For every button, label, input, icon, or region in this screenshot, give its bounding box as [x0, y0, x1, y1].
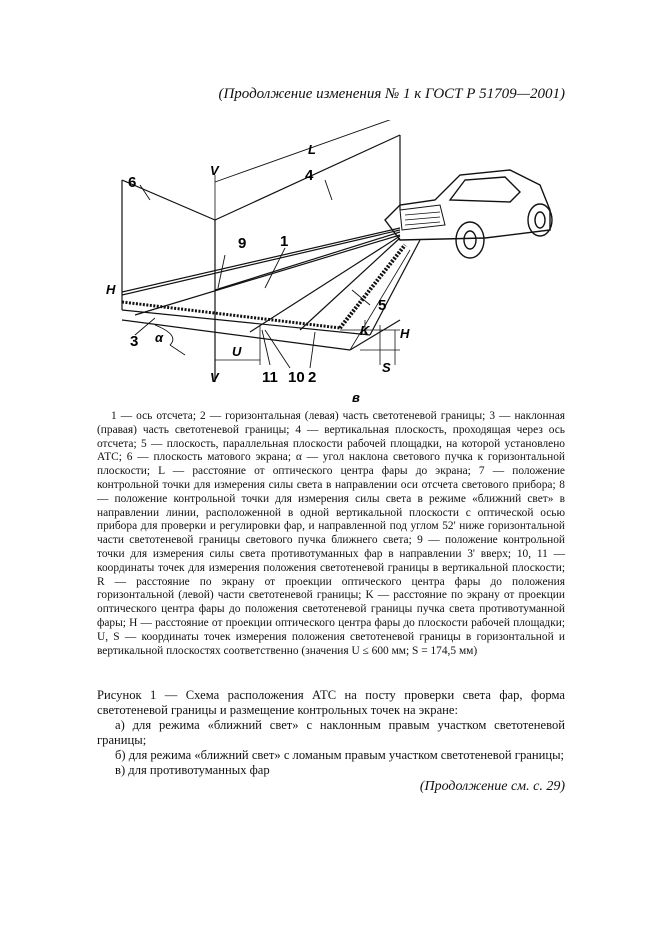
diagram-svg [100, 120, 570, 410]
figure-caption [97, 688, 565, 778]
label-9: 9 [238, 235, 247, 252]
label-U: U [232, 344, 242, 359]
vehicle-drawing [385, 170, 552, 258]
label-H-left: H [106, 282, 116, 297]
caption-item-a: а) для режима «ближний свет» с наклонным правым участком светотеневой границы; [97, 718, 565, 747]
page-header: (Продолжение изменения № 1 к ГОСТ Р 51709—2001) [218, 86, 565, 102]
headlight-test-diagram [100, 120, 570, 410]
figure-sublabel: в [352, 390, 360, 405]
label-5: 5 [378, 297, 387, 314]
page-footer: (Продолжение см. с. 29) [419, 779, 565, 794]
label-2: 2 [308, 369, 317, 386]
label-V-top: V [210, 163, 219, 178]
caption-item-b: б) для режима «ближний свет» с ломаным правым участком светотеневой границы; [115, 748, 565, 762]
caption-item-c: в) для противотуманных фар [115, 763, 270, 777]
label-V-bottom: V [210, 370, 219, 385]
label-4: 4 [305, 167, 314, 184]
label-K: K [360, 323, 370, 338]
label-1: 1 [280, 233, 289, 250]
figure-legend [97, 410, 565, 658]
label-alpha: α [155, 330, 164, 345]
label-S: S [382, 360, 391, 375]
legend-text: 1 — ось отсчета; 2 — горизонтальная (левая) часть светотеневой границы; 3 — наклонная (правая) часть светотеневой границы; 4 — вертикальная плоскость, проходящая через ось отсчета; 5 — плоскость, параллельная плоскости рабочей площадки, на которой установлено АТС; 6 — плоскость матового экрана; α — угол наклона светового пучка к горизонтальной плоскости; L — расстояние от оптического центра фары до экрана; 7 — положение контрольной точки для измерения силы света в направлении оси отсчета светового прибора; 8 — положение контрольной точки для измерения силы света в режиме «ближний свет» в направлении линии, расположенной в одной вертикальной плоскости с оптической осью прибора для проверки и регулировки фар, и направленной под углом 52' ниже горизонтальной части светотеневой границы светового пучка ближнего света; 9 — положение контрольной точки для измерения силы света противотуманных фар в направлении 3' вверх; 10, 11 — координаты точек для измерения положения светотеневой границы в вертикальной плоскости; R — расстояние по экрану от проекции оптического центра фары до положения горизонтальной (левой) части светотеневой границы; K — расстояние по экрану от проекции оптического центра фары до положения светотеневой границы пучка света противотуманной фары; H — расстояние от проекции оптического центра фары до плоскости рабочей площадки; U, S — координаты точек измерения положения светотеневой границы в горизонтальной и вертикальной плоскостях соответственно (значения U ≤ 600 мм; S = 174,5 мм) [97, 410, 565, 657]
label-H-right: H [400, 326, 410, 341]
label-L: L [308, 142, 316, 157]
label-6: 6 [128, 174, 137, 191]
label-10: 10 [288, 369, 305, 386]
beam-line-1 [122, 228, 400, 292]
caption-title: Рисунок 1 — Схема расположения АТС на посту проверки света фар, форма светотеневой границы и размещение контрольных точек на экране: [97, 688, 565, 717]
label-11: 11 [262, 369, 278, 386]
label-3: 3 [130, 333, 139, 350]
